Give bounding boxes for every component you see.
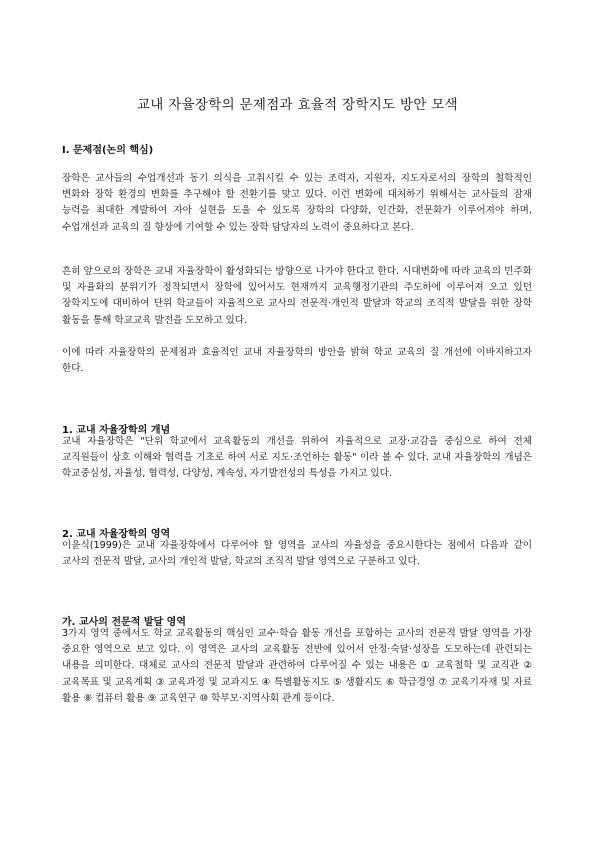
paragraph-problems-2: 흔히 앞으로의 장학은 교내 자율장학이 활성화되는 방향으로 나가야 한다고 한다. 시대변화에 따라 교육의 민주화 및 자율화의 분위기가 정착되면서 장학에 있어서도 현재까지 교육행정기관의 주도하에 이루어져 오고 있던 장학지도에 대비하여 단위 학교들이 자율적으로 교사의 전문적·개인적 발달과 학교의 조직적 발달을 위한 장학 활동을 통해 학교교육 발전을 도모하고 있다. [62,266,532,326]
section-heading-areas: 2. 교내 자율장학의 영역 [62,529,171,540]
paragraph-areas: 이윤식(1999)은 교내 자율장학에서 다루어야 할 영역을 교사의 자율성을 중요시한다는 점에서 다음과 같이 교사의 전문적 발달, 교사의 개인적 발달, 학교의 조직적 발달 영역으로 구분하고 있다. [62,540,532,568]
paragraph-problems-1: 장학은 교사들의 수업개선과 동기 의식을 고취시킬 수 있는 조력자, 지원자, 지도자로서의 장학의 철학적인 변화와 장학 환경의 변화를 추구해야 할 전환기를 맞고 있다. 이런 변화에 대처하기 위해서는 교사들의 잠재 능력을 최대한 계발하여 자아 실현을 도울 수 있도록 장학의 다양화, 인간화, 전문화가 이루어져야 하며, 수업개선과 교육의 질 향상에 기여할 수 있는 장학 담당자의 노력이 중요하다고 본다. [62,173,532,233]
section-heading-concept: 1. 교내 자율장학의 개념 [62,425,171,436]
section-heading-problems: Ⅰ. 문제점(논의 핵심) [62,145,154,156]
paragraph-concept: 교내 자율장학은 "단위 학교에서 교육활동의 개선을 위하여 자율적으로 교장·교감을 중심으로 하여 전체 교직원들이 상호 이해와 협력을 기초로 하여 서로 지도·조언하는 활동" 이라 볼 수 있다. 교내 자율장학의 개념은 학교중심성, 자율성, 협력성, 다양성, 계속성, 자기발전성의 특성을 가지고 있다. [62,436,532,480]
paragraph-problems-3: 이에 따라 자율장학의 문제점과 효율적인 교내 자율장학의 방안을 밝혀 학교 교육의 질 개선에 이바지하고자 한다. [62,347,532,375]
paragraph-professional-development: 3가지 영역 중에서도 학교 교육활동의 핵심인 교수·학습 활동 개선을 포함하는 교사의 전문적 발달 영역을 가장 중요한 영역으로 보고 있다. 이 영역은 교사의 교육활동 전반에 있어서 안정·숙달·성장을 도모하는데 관련되는 내용을 의미한다. 대체로 교사의 전문적 발달과 관련하여 다루어질 수 있는 내용은 ① 교육철학 및 교직관 ② 교육목표 및 교육계획 ③ 교육과정 및 교과지도 ④ 특별활동지도 ⑤ 생활지도 ⑥ 학급경영 ⑦ 교육기자재 및 자료 활용 ⑧ 컴퓨터 활용 ⑨ 교육연구 ⑩ 학부모·지역사회 관계 등이다. [62,628,532,704]
document-title: 교내 자율장학의 문제점과 효율적 장학지도 방안 모색 [136,97,459,113]
section-heading-professional-development: 가. 교사의 전문적 발달 영역 [62,617,186,628]
